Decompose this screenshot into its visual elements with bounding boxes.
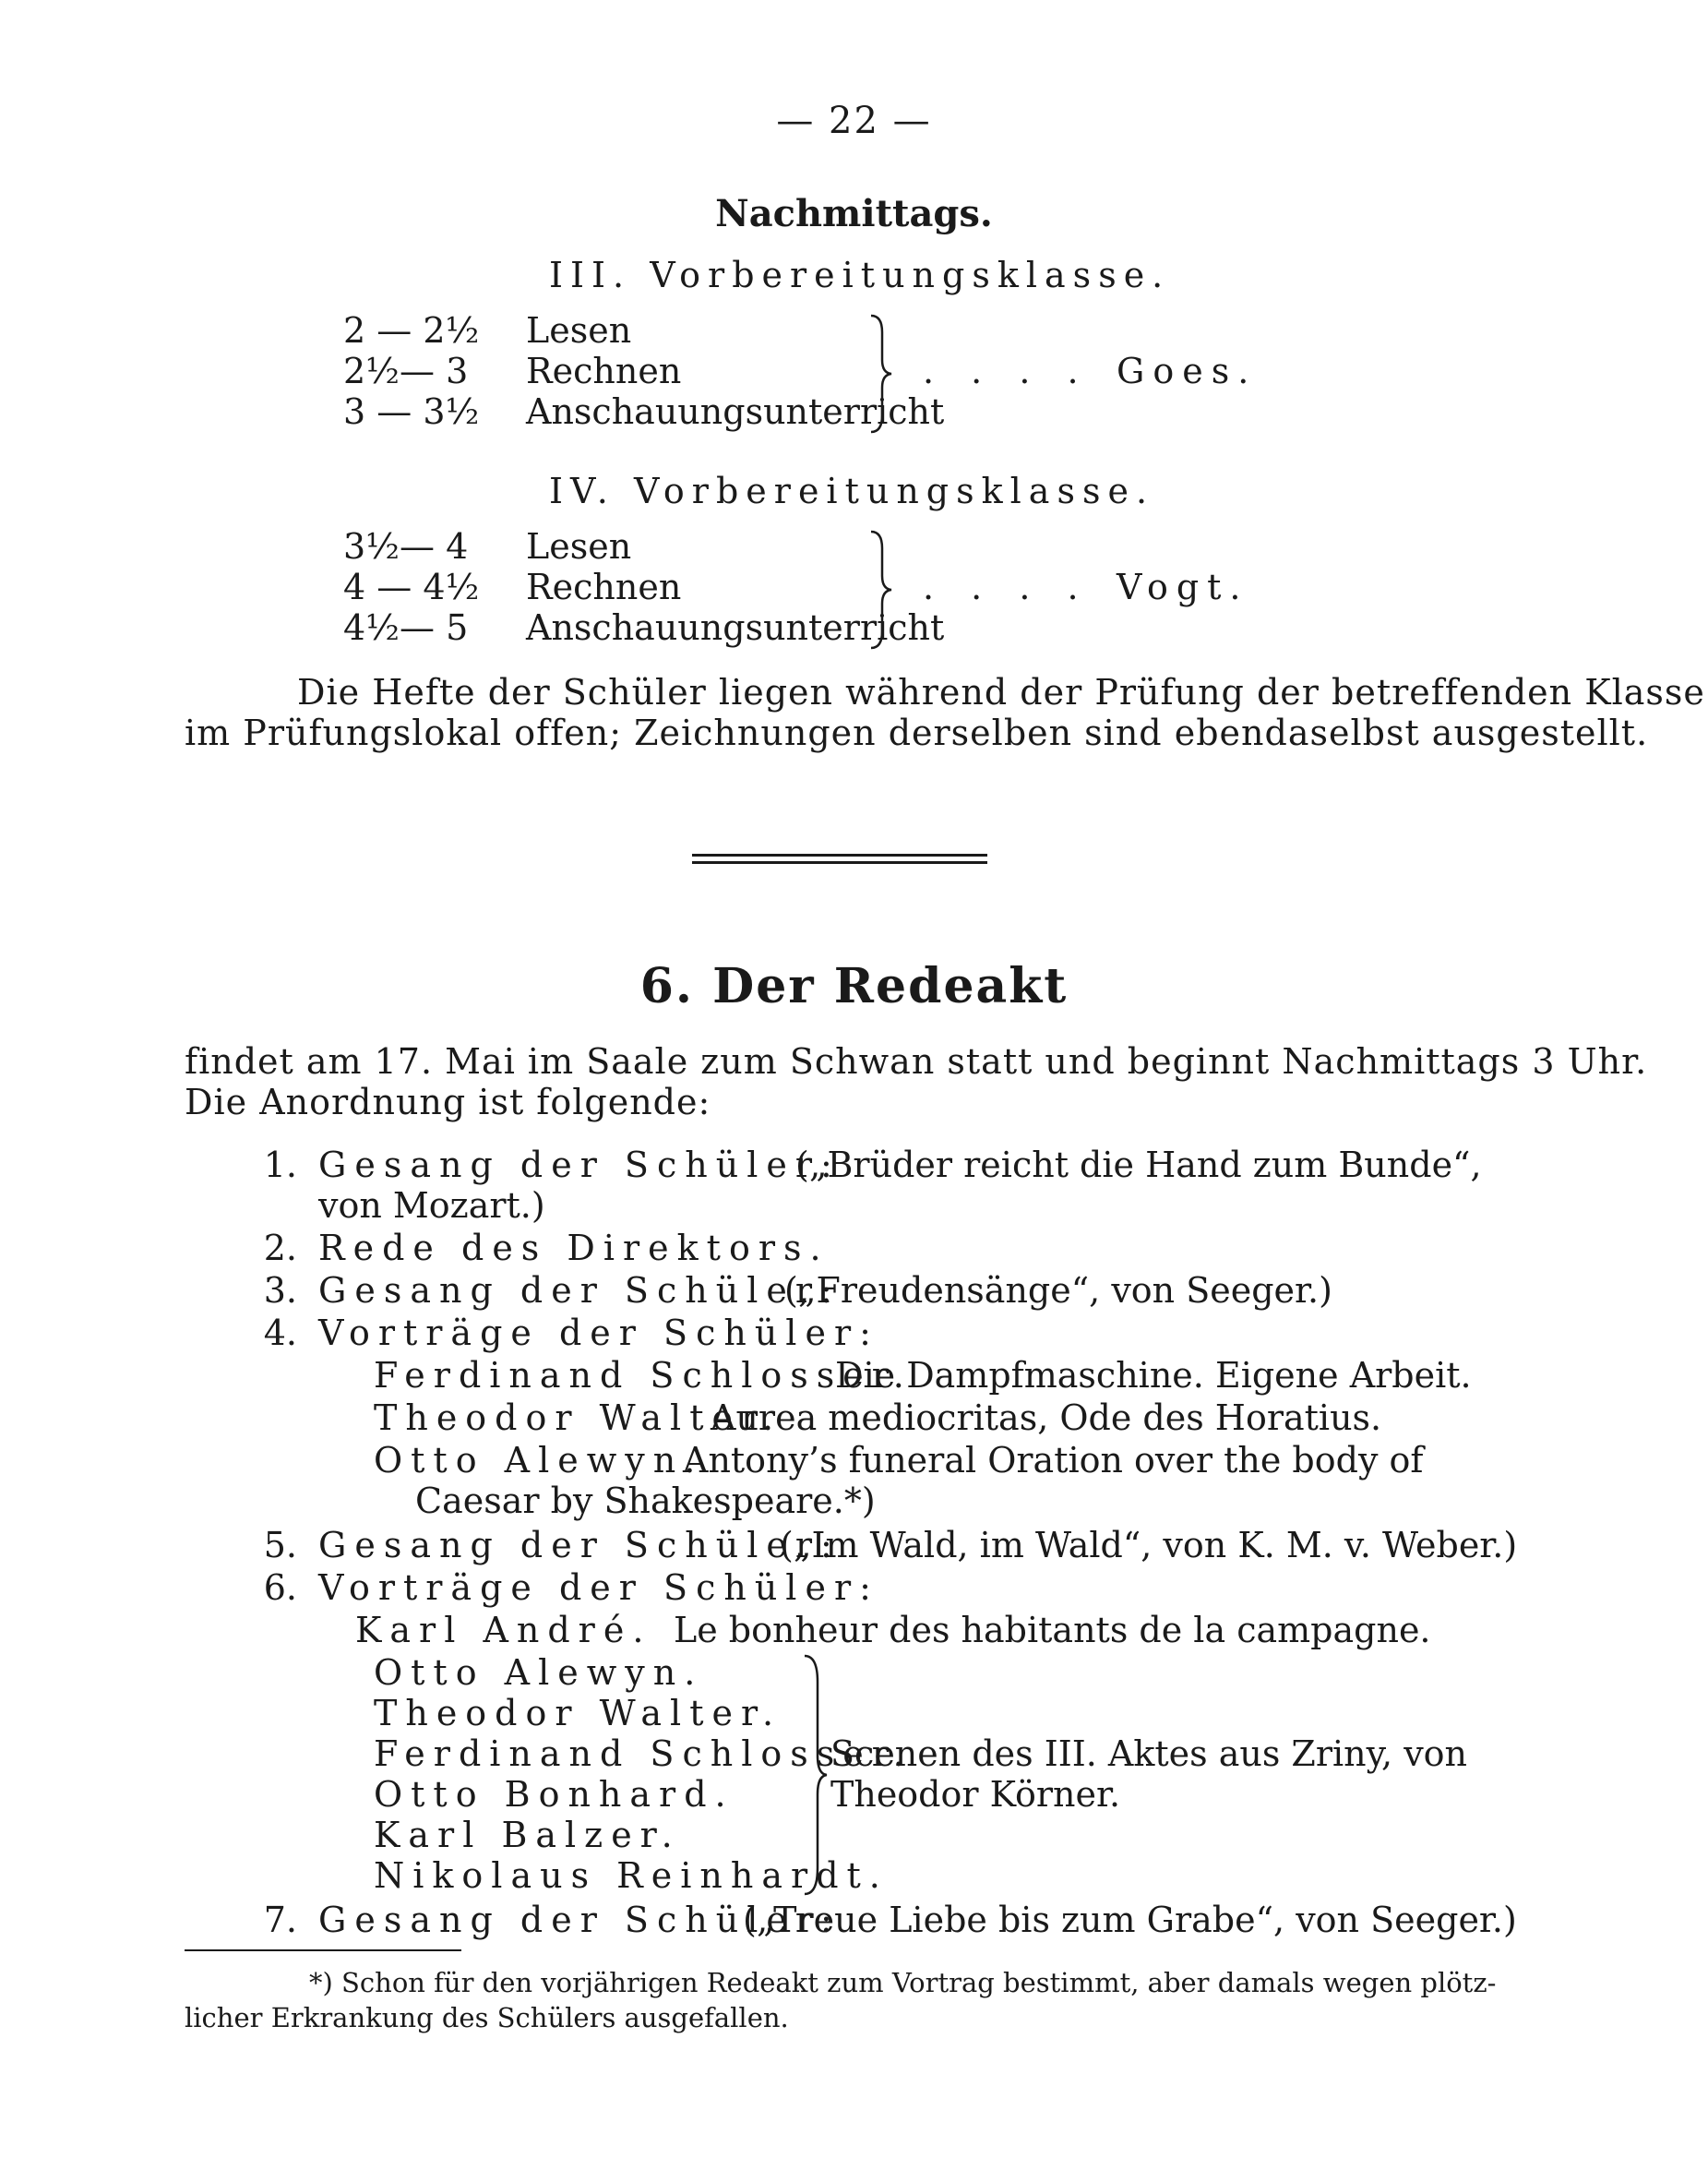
class4-subject-1: Lesen bbox=[526, 526, 632, 567]
item6-name-2: Theodor Walter. bbox=[374, 1693, 782, 1733]
item4-sub3-text: Antony’s funeral Oration over the body of bbox=[683, 1440, 1424, 1481]
section-intro-1: findet am 17. Mai im Saale zum Schwan statt und beginnt Nachmittags 3 Uhr. bbox=[185, 1041, 1648, 1082]
item4-sub2-text: Aurea mediocritas, Ode des Horatius. bbox=[711, 1397, 1382, 1438]
class4-time-3: 4½— 5 bbox=[343, 607, 469, 648]
section-heading: 6. Der Redeakt bbox=[639, 958, 1069, 1014]
item4-number: 4. bbox=[263, 1313, 297, 1353]
item1-text: („Brüder reicht die Hand zum Bunde“, bbox=[795, 1145, 1482, 1185]
item5-number: 5. bbox=[263, 1525, 297, 1565]
note-line-1: Die Hefte der Schüler liegen während der Prüfung der betreffenden Klasse bbox=[297, 672, 1705, 713]
item4-sub3-continuation: Caesar by Shakespeare.*) bbox=[415, 1481, 876, 1521]
footnote-line-1: *) Schon für den vorjährigen Redeakt zum Vortrag bestimmt, aber damals wegen plötz- bbox=[309, 1967, 1497, 1998]
item3-label: Gesang der Schüler: bbox=[318, 1270, 841, 1311]
subheading-nachmittags: Nachmittags. bbox=[715, 192, 993, 235]
item6-name-4: Otto Bonhard. bbox=[374, 1774, 735, 1815]
separator-rule-top bbox=[692, 854, 987, 857]
item4-sub1-text: Die Dampfmaschine. Eigene Arbeit. bbox=[835, 1355, 1472, 1396]
item6-name-1: Otto Alewyn. bbox=[374, 1652, 704, 1693]
item1-label: Gesang der Schüler: bbox=[318, 1145, 841, 1185]
item6-first-text: Le bonheur des habitants de la campagne. bbox=[674, 1610, 1431, 1650]
item6-label: Vorträge der Schüler: bbox=[318, 1567, 879, 1608]
class3-title: III. Vorbereitungsklasse. bbox=[549, 255, 1171, 295]
item6-first-name: Karl André. bbox=[355, 1610, 652, 1650]
item7-number: 7. bbox=[263, 1900, 297, 1940]
item4-sub2-name: Theodor Walter. bbox=[374, 1397, 782, 1438]
class3-time-3: 3 — 3½ bbox=[343, 391, 480, 432]
footnote-rule bbox=[185, 1949, 461, 1951]
class3-teacher: Goes. bbox=[1117, 351, 1258, 391]
item2-number: 2. bbox=[263, 1228, 297, 1268]
class4-teacher: Vogt. bbox=[1117, 567, 1249, 607]
class4-time-1: 3½— 4 bbox=[343, 526, 469, 567]
class4-brace-icon bbox=[867, 530, 895, 650]
item5-label: Gesang der Schüler: bbox=[318, 1525, 841, 1565]
class3-dots: . . . . bbox=[923, 351, 1092, 391]
footnote-line-2: licher Erkrankung des Schülers ausgefallen. bbox=[185, 2002, 789, 2033]
class3-subject-2: Rechnen bbox=[526, 351, 682, 391]
class4-subject-2: Rechnen bbox=[526, 567, 682, 607]
item3-text: („Freudensänge“, von Seeger.) bbox=[784, 1270, 1332, 1311]
item3-number: 3. bbox=[263, 1270, 297, 1311]
class4-subject-3: Anschauungsunterricht bbox=[526, 607, 945, 648]
class3-subject-3: Anschauungsunterricht bbox=[526, 391, 945, 432]
item7-text: („Treue Liebe bis zum Grabe“, von Seeger.) bbox=[743, 1900, 1517, 1940]
item6-brace-icon bbox=[801, 1654, 829, 1896]
class4-time-2: 4 — 4½ bbox=[343, 567, 480, 607]
item6-name-3: Ferdinand Schlosser. bbox=[374, 1733, 913, 1774]
class3-subject-1: Lesen bbox=[526, 310, 632, 351]
class4-title: IV. Vorbereitungsklasse. bbox=[549, 471, 1155, 511]
item4-sub1-name: Ferdinand Schlosser. bbox=[374, 1355, 913, 1396]
separator-rule-bottom bbox=[692, 861, 987, 864]
item1-number: 1. bbox=[263, 1145, 297, 1185]
item6-scene-line-2: Theodor Körner. bbox=[830, 1774, 1121, 1815]
note-line-2: im Prüfungslokal offen; Zeichnungen derselben sind ebendaselbst ausgestellt. bbox=[185, 713, 1649, 753]
item4-sub3-name: Otto Alewyn. bbox=[374, 1440, 704, 1481]
item4-label: Vorträge der Schüler: bbox=[318, 1313, 879, 1353]
item2-label: Rede des Direktors. bbox=[318, 1228, 830, 1268]
class3-time-2: 2½— 3 bbox=[343, 351, 469, 391]
item6-name-5: Karl Balzer. bbox=[374, 1815, 681, 1855]
item6-scene-line-1: Scenen des III. Aktes aus Zriny, von bbox=[830, 1733, 1468, 1774]
item5-text: („Im Wald, im Wald“, von K. M. v. Weber.) bbox=[780, 1525, 1518, 1565]
item6-number: 6. bbox=[263, 1567, 297, 1608]
item6-name-6: Nikolaus Reinhardt. bbox=[374, 1855, 889, 1896]
item7-label: Gesang der Schüler: bbox=[318, 1900, 841, 1940]
class3-brace-icon bbox=[867, 314, 895, 434]
item1-continuation: von Mozart.) bbox=[318, 1185, 545, 1226]
class3-time-1: 2 — 2½ bbox=[343, 310, 480, 351]
section-intro-2: Die Anordnung ist folgende: bbox=[185, 1082, 711, 1122]
class4-dots: . . . . bbox=[923, 567, 1092, 607]
page-number: — 22 — bbox=[776, 100, 932, 142]
